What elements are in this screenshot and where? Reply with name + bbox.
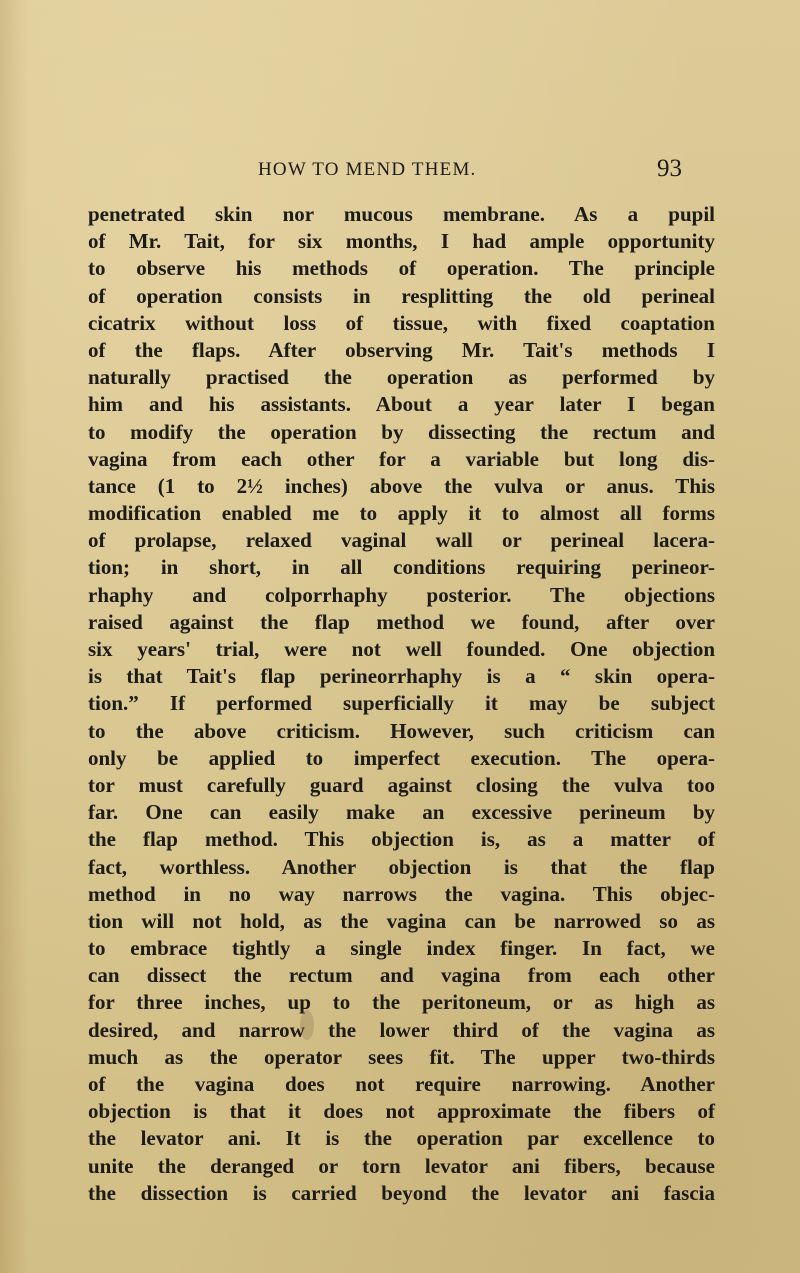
text-line: method in no way narrows the vagina. This objec- <box>88 881 715 906</box>
text-line: the dissection is carried beyond the levator ani fascia <box>88 1180 715 1205</box>
text-line: only be applied to imperfect execution. The opera- <box>88 745 715 770</box>
text-line: tion.” If performed superficially it may be subject <box>88 691 715 716</box>
text-line: of the flaps. After observing Mr. Tait's methods I <box>88 337 715 362</box>
body-text <box>88 201 715 1207</box>
text-line: to modify the operation by dissecting the rectum and <box>88 419 715 444</box>
page-number: 93 <box>657 155 682 182</box>
text-line: desired, and narrow the lower third of the vagina as <box>88 1017 715 1042</box>
text-line: six years' trial, were not well founded. One objection <box>88 637 715 661</box>
text-line: tion; in short, in all conditions requiring perineor- <box>88 555 715 580</box>
text-line: of the vagina does not require narrowing. Another <box>88 1072 715 1096</box>
text-line: him and his assistants. About a year later I began <box>88 392 715 417</box>
text-line: far. One can easily make an excessive perineum by <box>88 800 715 825</box>
text-line: is that Tait's flap perineorrhaphy is a “ skin opera- <box>88 664 715 689</box>
text-line: objection is that it does not approximate the fibers of <box>88 1099 715 1124</box>
page-smudge <box>300 1010 314 1040</box>
page-header <box>0 155 800 191</box>
text-line: modification enabled me to apply it to almost all forms <box>88 501 715 526</box>
text-line: of Mr. Tait, for six months, I had ample opportunity <box>88 229 715 254</box>
text-line: tance (1 to 2½ inches) above the vulva or anus. This <box>88 473 715 498</box>
text-line: to observe his methods of operation. The principle <box>88 256 715 281</box>
text-line: to embrace tightly a single index finger. In fact, we <box>88 936 715 961</box>
text-line: vagina from each other for a variable but long dis- <box>88 446 715 471</box>
text-line: cicatrix without loss of tissue, with fixed coaptation <box>88 310 715 335</box>
text-line: naturally practised the operation as performed by <box>88 365 715 390</box>
text-line: tion will not hold, as the vagina can be narrowed so as <box>88 908 715 933</box>
text-line: much as the operator sees fit. The upper two-thirds <box>88 1044 715 1069</box>
text-line: can dissect the rectum and vagina from each other <box>88 963 715 988</box>
text-line: raised against the flap method we found, after over <box>88 609 715 634</box>
text-line: penetrated skin nor mucous membrane. As a pupil <box>88 202 715 226</box>
text-line: tor must carefully guard against closing the vulva too <box>88 772 715 797</box>
text-line: to the above criticism. However, such criticism can <box>88 718 715 743</box>
text-line: of operation consists in resplitting the old perineal <box>88 283 715 308</box>
text-line: unite the deranged or torn levator ani fibers, because <box>88 1153 715 1178</box>
text-line: the levator ani. It is the operation par excellence to <box>88 1126 715 1151</box>
running-head: HOW TO MEND THEM. <box>258 159 477 180</box>
text-line: the flap method. This objection is, as a matter of <box>88 827 715 852</box>
text-line: for three inches, up to the peritoneum, or as high as <box>88 990 715 1015</box>
text-line: rhaphy and colporrhaphy posterior. The objections <box>88 582 715 607</box>
text-line: fact, worthless. Another objection is that the flap <box>88 854 715 879</box>
text-line: of prolapse, relaxed vaginal wall or perineal lacera- <box>88 528 715 553</box>
